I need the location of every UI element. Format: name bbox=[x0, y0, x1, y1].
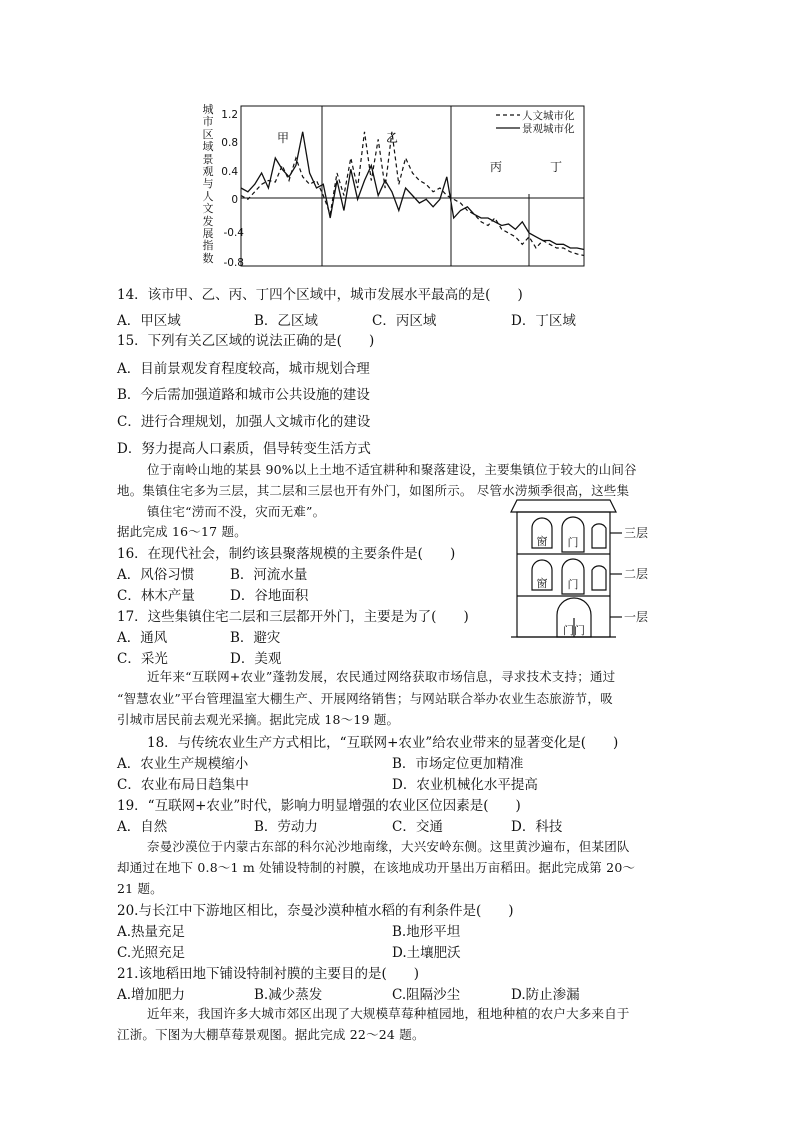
option-18b[interactable]: B．市场定位更加精准 bbox=[392, 756, 524, 772]
door-label: 门 bbox=[567, 578, 579, 591]
window-frame bbox=[532, 518, 552, 548]
option-17d[interactable]: D．美观 bbox=[230, 651, 282, 667]
y-tick-label: -0.4 bbox=[223, 227, 244, 239]
passage-1-line-3: 镇住宅“涝而不没，灾而无难”。 bbox=[147, 504, 326, 519]
y-tick-label: 0.8 bbox=[221, 137, 238, 149]
passage-2-line-2: “智慧农业”平台管理温室大棚生产、开展网络销售；与网站联合举办农业生态旅游节，吸 bbox=[117, 691, 613, 706]
passage-1-line-1: 位于南岭山地的某县 90%以上土地不适宜耕种和聚落建设，主要集镇位于较大的山间谷 bbox=[147, 462, 637, 477]
window-frame bbox=[592, 524, 606, 548]
option-20b[interactable]: B.地形平坦 bbox=[392, 924, 461, 940]
chart-y-axis-label: 城市区域景观与人文发展指数 bbox=[202, 103, 214, 265]
option-21b[interactable]: B.减少蒸发 bbox=[254, 987, 323, 1003]
window-label: 窗 bbox=[536, 577, 548, 590]
option-15c[interactable]: C．进行合理规划，加强人文城市化的建设 bbox=[117, 414, 371, 430]
option-14c[interactable]: C．丙区域 bbox=[372, 313, 437, 329]
passage-1-line-4: 据此完成 16～17 题。 bbox=[117, 524, 247, 539]
passage-4-line-2: 江浙。下图为大棚草莓景观图。据此完成 22～24 题。 bbox=[117, 1027, 425, 1042]
region-label-ding: 丁 bbox=[550, 160, 563, 174]
option-19c[interactable]: C．交通 bbox=[392, 819, 443, 835]
question-18-stem: 18．与传统农业生产方式相比，“互联网+农业”给农业带来的显著变化是( ) bbox=[147, 735, 619, 751]
passage-4-line-1: 近年来，我国许多大城市郊区出现了大规模草莓种植园地，租地种植的农户大多来自于 bbox=[147, 1006, 630, 1021]
region-label-yi: 乙 bbox=[386, 131, 399, 145]
option-18a[interactable]: A．农业生产规模缩小 bbox=[117, 756, 249, 772]
window-frame bbox=[532, 560, 552, 590]
series-line-landscape bbox=[241, 132, 584, 250]
option-20d[interactable]: D.土壤肥沃 bbox=[392, 945, 461, 961]
question-20-stem: 20.与长江中下游地区相比，奈曼沙漠种植水稻的有利条件是( ) bbox=[117, 903, 514, 919]
window-label: 窗 bbox=[536, 535, 548, 548]
option-16a[interactable]: A．风俗习惯 bbox=[117, 567, 195, 583]
urbanization-line-chart bbox=[0, 0, 794, 280]
y-tick-label: 1.2 bbox=[221, 109, 238, 121]
option-14a[interactable]: A．甲区域 bbox=[117, 313, 181, 329]
option-14d[interactable]: D．丁区域 bbox=[511, 313, 576, 329]
door-label: 门 bbox=[567, 536, 579, 549]
option-14b[interactable]: B．乙区域 bbox=[254, 313, 318, 329]
option-17a[interactable]: A．通风 bbox=[117, 630, 168, 646]
region-label-jia: 甲 bbox=[277, 131, 290, 145]
option-15d[interactable]: D．努力提高人口素质，倡导转变生活方式 bbox=[117, 441, 371, 457]
option-17c[interactable]: C．采光 bbox=[117, 651, 168, 667]
passage-3-line-2: 却通过在地下 0.8～1 m 处铺设特制的衬膜，在该地成功开垦出万亩稻田。据此完成第 20～ bbox=[117, 860, 636, 875]
option-19a[interactable]: A．自然 bbox=[117, 819, 168, 835]
passage-1-line-2: 地。集镇住宅多为三层，其二层和三层也开有外门，如图所示。 尽管水涝频季很高，这些集 bbox=[117, 483, 630, 498]
door-label: 门门 bbox=[563, 624, 585, 637]
option-18c[interactable]: C．农业布局日趋集中 bbox=[117, 777, 249, 793]
option-18d[interactable]: D．农业机械化水平提高 bbox=[392, 777, 538, 793]
y-tick-label: -0.8 bbox=[223, 257, 244, 269]
window-frame bbox=[592, 566, 606, 590]
question-19-stem: 19．“互联网+农业”时代，影响力明显增强的农业区位因素是( ) bbox=[117, 798, 521, 814]
floor-label-2: 二层 bbox=[624, 567, 649, 581]
door-frame bbox=[557, 598, 591, 637]
option-16d[interactable]: D．谷地面积 bbox=[230, 588, 309, 604]
question-16-stem: 16．在现代社会，制约该县聚落规模的主要条件是( ) bbox=[117, 546, 456, 562]
question-14-stem: 14．该市甲、乙、丙、丁四个区域中，城市发展水平最高的是( ) bbox=[117, 287, 523, 303]
passage-3-line-3: 21 题。 bbox=[117, 881, 163, 896]
y-tick-label: 0.4 bbox=[221, 166, 238, 178]
question-17-stem: 17．这些集镇住宅二层和三层都开外门，主要是为了( ) bbox=[117, 609, 469, 625]
passage-2-line-3: 引城市居民前去观光采摘。据此完成 18～19 题。 bbox=[117, 712, 400, 727]
option-16c[interactable]: C．林木产量 bbox=[117, 588, 195, 604]
floor-label-3: 三层 bbox=[624, 526, 649, 540]
series-line-humanistic bbox=[241, 132, 584, 256]
passage-2-line-1: 近年来“互联网+农业”蓬勃发展，农民通过网络获取市场信息，寻求技术支持；通过 bbox=[147, 669, 616, 684]
option-20a[interactable]: A.热量充足 bbox=[117, 924, 186, 940]
option-19b[interactable]: B．劳动力 bbox=[254, 819, 318, 835]
option-21d[interactable]: D.防止渗漏 bbox=[511, 987, 580, 1003]
door-frame bbox=[562, 517, 584, 552]
option-17b[interactable]: B．避灾 bbox=[230, 630, 281, 646]
y-tick-label: 0 bbox=[231, 194, 238, 206]
legend-label-landscape: 景观城市化 bbox=[522, 123, 575, 135]
region-label-bing: 丙 bbox=[490, 160, 503, 174]
option-19d[interactable]: D．科技 bbox=[511, 819, 563, 835]
floor-label-1: 一层 bbox=[624, 610, 649, 624]
option-15b[interactable]: B．今后需加强道路和城市公共设施的建设 bbox=[117, 387, 370, 403]
option-21a[interactable]: A.增加肥力 bbox=[117, 987, 186, 1003]
house-wall bbox=[517, 512, 610, 637]
option-16b[interactable]: B．河流水量 bbox=[230, 567, 308, 583]
question-15-stem: 15．下列有关乙区域的说法正确的是( ) bbox=[117, 333, 375, 349]
option-20c[interactable]: C.光照充足 bbox=[117, 945, 186, 961]
house-roof bbox=[511, 500, 616, 512]
option-15a[interactable]: A．目前景观发育程度较高，城市规划合理 bbox=[117, 361, 370, 377]
option-21c[interactable]: C.阻隔沙尘 bbox=[392, 987, 461, 1003]
door-frame bbox=[562, 559, 584, 594]
legend-label-humanistic: 人文城市化 bbox=[522, 110, 575, 122]
question-21-stem: 21.该地稻田地下铺设特制衬膜的主要目的是( ) bbox=[117, 966, 420, 982]
legend bbox=[496, 109, 575, 135]
passage-3-line-1: 奈曼沙漠位于内蒙古东部的科尔沁沙地南缘，大兴安岭东侧。这里黄沙遍布，但某团队 bbox=[147, 839, 630, 854]
